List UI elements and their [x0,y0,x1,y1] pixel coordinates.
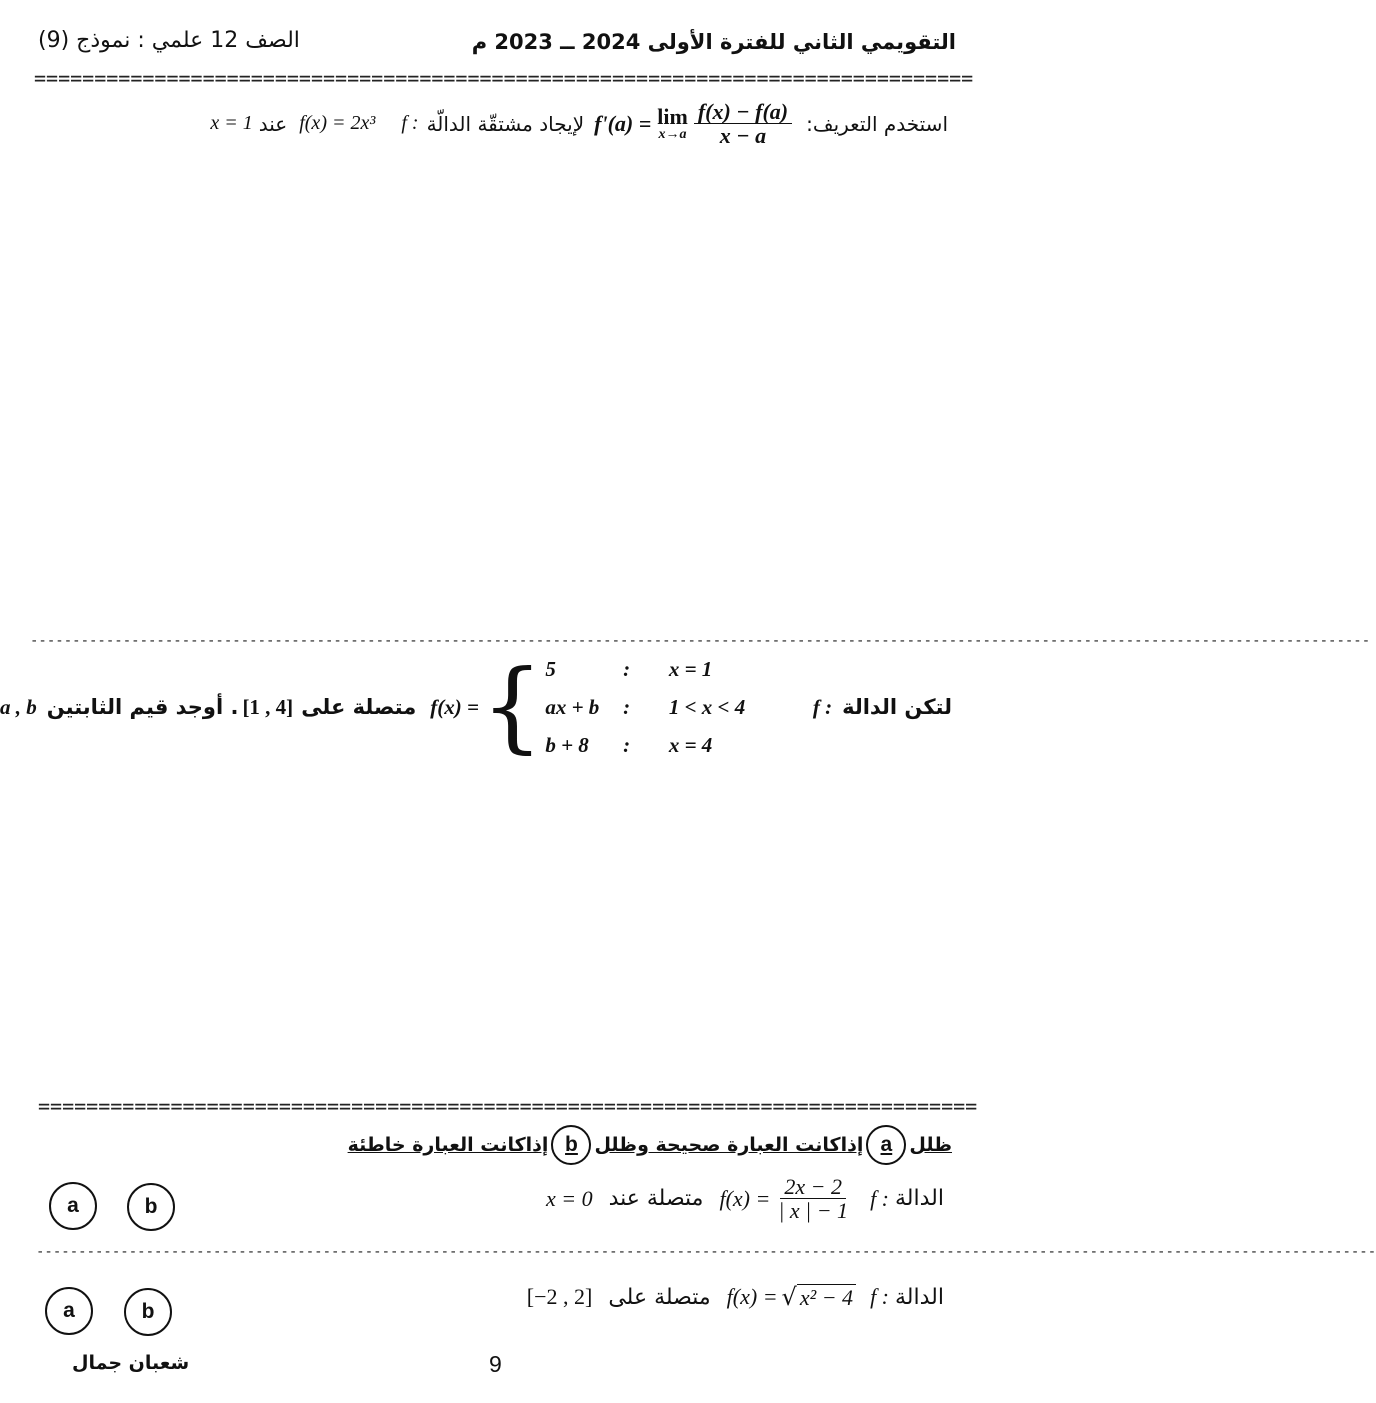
q1-fname: f : [401,112,419,135]
item1-fx: f(x) = [719,1185,771,1211]
item2-fx: f(x) = [726,1284,778,1309]
item2-option-a[interactable]: a [45,1287,93,1335]
q1-function: f(x) = 2x³ [299,112,376,135]
question-2 [0,650,952,764]
page-number: 9 [489,1351,502,1377]
statement-2 [527,1283,944,1311]
case-expr: ax + b [545,694,600,719]
q1-formula-lhs: f'(a) = [594,110,652,136]
separator-middle: ============================================================================== [38,1094,978,1118]
item2-radicand: x² − 4 [797,1284,856,1311]
case-cond: x = 1 [668,656,713,681]
sqrt-symbol: √ [781,1283,797,1311]
q2-interval: [1 , 4] [242,694,294,719]
case-sep: : [623,694,631,719]
item1-option-b[interactable]: b [127,1183,175,1231]
author-name: شعبان جمال [72,1352,190,1374]
q2-fname: f : [812,694,833,719]
q3-shade: ظلل [909,1134,952,1156]
item1-continuity: متصلة عند [608,1186,704,1212]
item1-fname: f : [870,1185,890,1211]
q1-point: x = 1 [210,112,253,135]
item2-function [727,1283,856,1311]
case-cond: 1 < x < 4 [668,694,746,719]
item1-point: x = 0 [545,1185,593,1211]
q1-at: عند [258,111,288,136]
case-cond: x = 4 [668,732,713,757]
option-b-sample: b [551,1125,591,1165]
case-sep: : [623,656,631,681]
q2-lead: لتكن الدالة [842,695,952,719]
q3-if-false: إذاكانت العبارة خاطئة [347,1134,549,1156]
q1-numerator: f(x) − f(a) [694,100,792,124]
item2-option-b[interactable]: b [124,1288,172,1336]
case-expr: 5 [545,656,556,681]
piecewise-function [430,650,779,764]
question-3-instruction [348,1125,952,1165]
separator-top: ============================================================================== [34,66,974,90]
class-model-label: الصف 12 علمي : نموذج (9) [38,28,300,53]
q1-denominator: x − a [719,123,767,149]
page-title: التقويمي الثاني للفترة الأولى 2024 ــ 2023 م [471,30,956,54]
lim-sub: x→a [658,126,687,142]
case-expr: b + 8 [545,732,589,757]
item2-continuity: متصلة على [608,1284,711,1310]
q2-continuous: متصلة على [301,695,417,719]
q2-constants: a , b [0,694,37,719]
item2-fname: f : [870,1284,890,1309]
item1-function [719,1175,856,1222]
statement-1 [546,1175,944,1222]
q2-find: . أوجد قيم الثابتين [46,695,239,719]
q1-lead: استخدم التعريف: [806,111,948,136]
q2-fx: f(x) = [430,694,479,719]
piecewise-cases [545,650,779,764]
separator-dash-2: --------------------------------------------------------------------------------------------------------------------------------------------------------------- [36,1244,1376,1260]
item1-denominator: | x | − 1 [778,1198,849,1224]
item1-option-a[interactable]: a [49,1182,97,1230]
q3-if-true: إذاكانت العبارة صحيحة وظلل [594,1134,864,1156]
lim-word: lim [657,103,688,129]
question-1 [210,100,948,147]
separator-dash-1: --------------------------------------------------------------------------------------------------------------------------------------------------------------- [30,633,1371,649]
item1-numerator: 2x − 2 [780,1175,846,1199]
option-a-sample: a [866,1125,906,1165]
derivative-definition-formula [594,100,796,147]
item2-lead: الدالة [895,1284,944,1310]
item1-lead: الدالة [895,1186,944,1212]
case-sep: : [623,732,631,757]
left-brace: { [480,650,544,764]
item2-interval: [−2 , 2] [526,1284,593,1309]
q1-mid-text: لإيجاد مشتقّة الدالّة [426,111,585,136]
